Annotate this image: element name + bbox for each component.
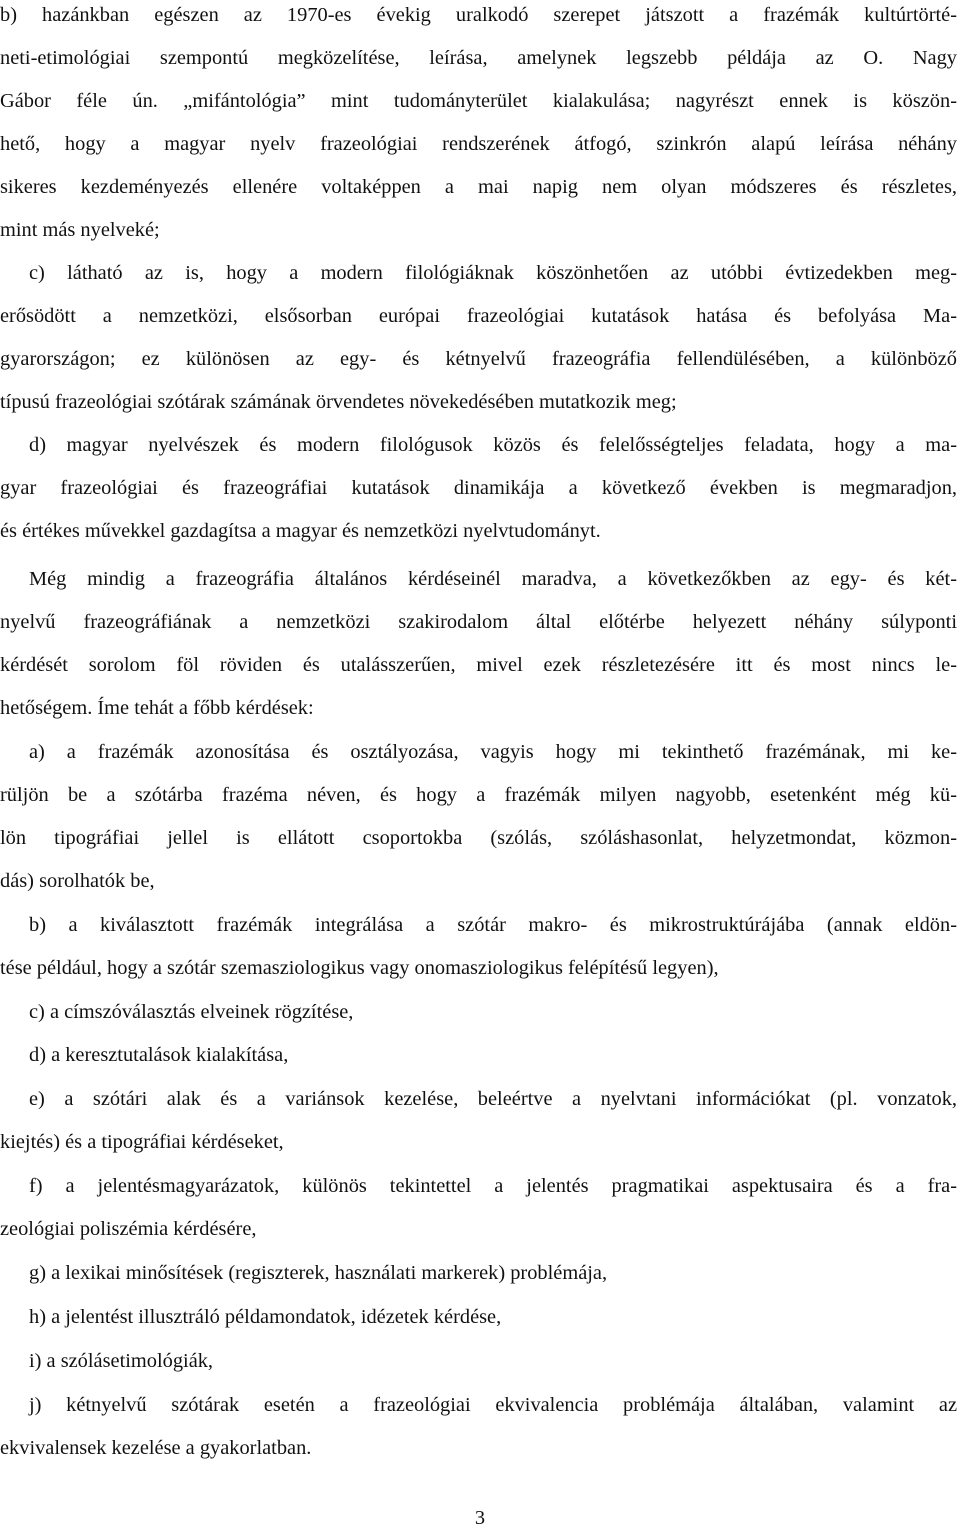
text-line: c) látható az is, hogy a modern filológiáknak köszönhetően az utóbbi évtizedekben meg-	[29, 262, 957, 284]
text-line: nyelvű frazeográfiának a nemzetközi szakirodalom által előtérbe helyezett néhány súlyponti	[0, 611, 957, 633]
text-line: és értékes művekkel gazdagítsa a magyar és nemzetközi nyelvtudományt.	[0, 520, 601, 542]
list-item-line: a) a frazémák azonosítása és osztályozása, vagyis hogy mi tekinthető frazémának, mi ke-	[29, 741, 957, 763]
text-line: típusú frazeológiai szótárak számának örvendetes növekedésében mutatkozik meg;	[0, 391, 677, 413]
text-line: neti-etimológiai szempontú megközelítése, leírása, amelynek legszebb példája az O. Nagy	[0, 47, 957, 69]
text-line: b) hazánkban egészen az 1970-es évekig uralkodó szerepet játszott a frazémák kultúrtörté-	[0, 4, 957, 26]
page-number: 3	[474, 1507, 486, 1529]
list-item-line: g) a lexikai minősítések (regiszterek, használati markerek) problémája,	[29, 1262, 608, 1284]
text-line: gyarországon; ez különösen az egy- és kétnyelvű frazeográfia fellendülésében, a különböző	[0, 348, 957, 370]
text-line: d) magyar nyelvészek és modern filológusok közös és felelősségteljes feladata, hogy a ma-	[29, 434, 957, 456]
text-line: hető, hogy a magyar nyelv frazeológiai rendszerének átfogó, szinkrón alapú leírása néhány	[0, 133, 957, 155]
list-item-line: e) a szótári alak és a variánsok kezelése, beleértve a nyelvtani információkat (pl. vonzatok,	[29, 1088, 957, 1110]
text-line: Még mindig a frazeográfia általános kérdéseinél maradva, a következőkben az egy- és két-	[29, 568, 957, 590]
text-line: mint más nyelveké;	[0, 219, 160, 241]
list-item-line: b) a kiválasztott frazémák integrálása a szótár makro- és mikrostruktúrájába (annak eldön-	[29, 914, 957, 936]
list-item-line: i) a szólásetimológiák,	[29, 1350, 214, 1372]
list-item-line: c) a címszóválasztás elveinek rögzítése,	[29, 1001, 354, 1023]
list-item-line: j) kétnyelvű szótárak esetén a frazeológiai ekvivalencia problémája általában, valamint az	[29, 1394, 957, 1416]
list-item-line: tése például, hogy a szótár szemasziologikus vagy onomasziologikus felépítésű legyen),	[0, 957, 719, 979]
list-item-line: h) a jelentést illusztráló példamondatok, idézetek kérdése,	[29, 1306, 502, 1328]
list-item-line: dás) sorolhatók be,	[0, 870, 155, 892]
list-item-line: rüljön be a szótárba frazéma néven, és hogy a frazémák milyen nagyobb, esetenként még kü-	[0, 784, 957, 806]
text-line: erősödött a nemzetközi, elsősorban európai frazeológiai kutatások hatása és befolyása Ma-	[0, 305, 957, 327]
list-item-line: ekvivalensek kezelése a gyakorlatban.	[0, 1437, 312, 1459]
list-item-line: lön tipográfiai jellel is ellátott csoportokba (szólás, szóláshasonlat, helyzetmondat, közmon-	[0, 827, 957, 849]
list-item-line: d) a keresztutalások kialakítása,	[29, 1044, 289, 1066]
list-item-line: f) a jelentésmagyarázatok, különös tekintettel a jelentés pragmatikai aspektusaira és a fra-	[29, 1175, 957, 1197]
text-line: sikeres kezdeményezés ellenére voltaképpen a mai napig nem olyan módszeres és részletes,	[0, 176, 957, 198]
text-line: kérdését sorolom föl röviden és utalásszerűen, mivel ezek részletezésére itt és most nincs le-	[0, 654, 957, 676]
list-item-line: kiejtés) és a tipográfiai kérdéseket,	[0, 1131, 284, 1153]
text-line: Gábor féle ún. „mifántológia” mint tudományterület kialakulása; nagyrészt ennek is köszön-	[0, 90, 957, 112]
list-item-line: zeológiai poliszémia kérdésére,	[0, 1218, 257, 1240]
text-line: hetőségem. Íme tehát a főbb kérdések:	[0, 697, 314, 719]
text-line: gyar frazeológiai és frazeográfiai kutatások dinamikája a következő években is megmaradjon,	[0, 477, 957, 499]
